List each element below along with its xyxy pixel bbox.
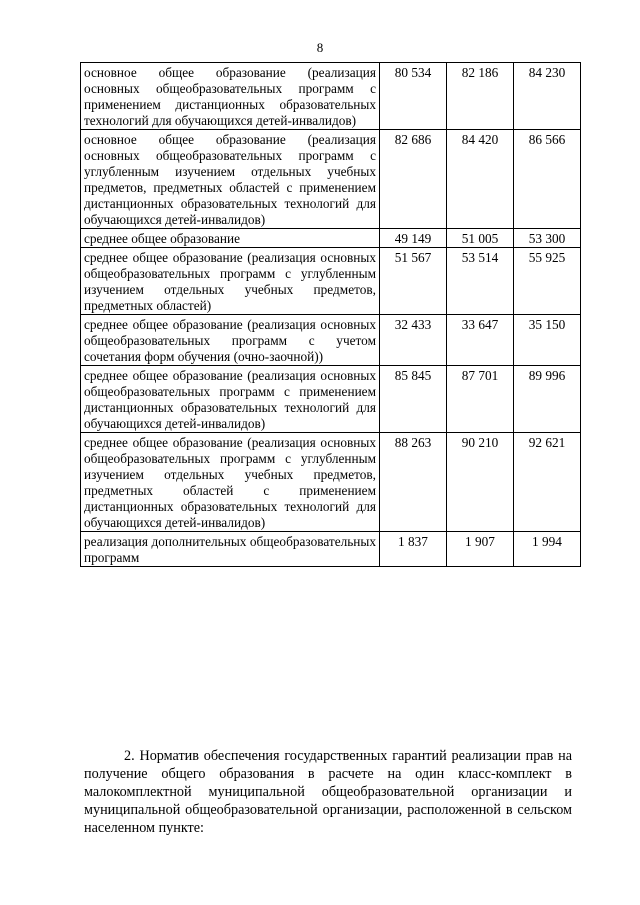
row-value-year-2: 90 210: [447, 433, 514, 532]
row-description: основное общее образование (реализация основных общеобразовательных программ с применением дистанционных образовательных технологий для обучающихся детей-инвалидов): [81, 63, 380, 130]
row-value-year-2: 33 647: [447, 315, 514, 366]
page-number: 8: [316, 40, 324, 55]
row-description: среднее общее образование (реализация основных общеобразовательных программ с применением дистанционных образовательных технологий для обучающихся детей-инвалидов): [81, 366, 380, 433]
row-value-year-2: 1 907: [447, 532, 514, 567]
row-value-year-3: 1 994: [514, 532, 581, 567]
row-description: реализация дополнительных общеобразовательных программ: [81, 532, 380, 567]
table-row: [81, 248, 581, 315]
row-value-year-1: 51 567: [380, 248, 447, 315]
row-value-year-2: 82 186: [447, 63, 514, 130]
row-value-year-2: 87 701: [447, 366, 514, 433]
row-value-year-1: 80 534: [380, 63, 447, 130]
row-value-year-2: 84 420: [447, 130, 514, 229]
table-row: [81, 433, 581, 532]
row-value-year-3: 84 230: [514, 63, 581, 130]
row-value-year-3: 86 566: [514, 130, 581, 229]
row-value-year-1: 85 845: [380, 366, 447, 433]
normative-paragraph: 2. Норматив обеспечения государственных гарантий реализации прав на получение общего образования в расчете на один класс-комплект в малокомплектной муниципальной общеобразовательной организации и муниципальной общеобразовательной организации, расположенной в сельском населенном пункте:: [84, 748, 572, 837]
row-description: среднее общее образование: [81, 229, 380, 248]
row-value-year-3: 35 150: [514, 315, 581, 366]
table-row: [81, 63, 581, 130]
row-value-year-3: 55 925: [514, 248, 581, 315]
row-description: среднее общее образование (реализация основных общеобразовательных программ с учетом сочетания форм обучения (очно-заочной)): [81, 315, 380, 366]
row-description: среднее общее образование (реализация основных общеобразовательных программ с углубленным изучением отдельных учебных предметов, предметных областей с применением дистанционных образовательных технологий для обучающихся детей-инвалидов): [81, 433, 380, 532]
row-value-year-1: 88 263: [380, 433, 447, 532]
normative-table: [80, 62, 581, 567]
row-value-year-1: 49 149: [380, 229, 447, 248]
row-value-year-2: 53 514: [447, 248, 514, 315]
table-row: [81, 130, 581, 229]
table-row: [81, 229, 581, 248]
row-value-year-2: 51 005: [447, 229, 514, 248]
row-value-year-3: 89 996: [514, 366, 581, 433]
row-value-year-1: 32 433: [380, 315, 447, 366]
row-value-year-1: 1 837: [380, 532, 447, 567]
row-value-year-3: 53 300: [514, 229, 581, 248]
row-value-year-3: 92 621: [514, 433, 581, 532]
table-row: [81, 366, 581, 433]
table-row: [81, 532, 581, 567]
row-value-year-1: 82 686: [380, 130, 447, 229]
table-row: [81, 315, 581, 366]
row-description: основное общее образование (реализация основных общеобразовательных программ с углубленным изучением отдельных учебных предметов, предметных областей с применением дистанционных образовательных технологий для обучающихся детей-инвалидов): [81, 130, 380, 229]
row-description: среднее общее образование (реализация основных общеобразовательных программ с углубленным изучением отдельных учебных предметов, предметных областей): [81, 248, 380, 315]
